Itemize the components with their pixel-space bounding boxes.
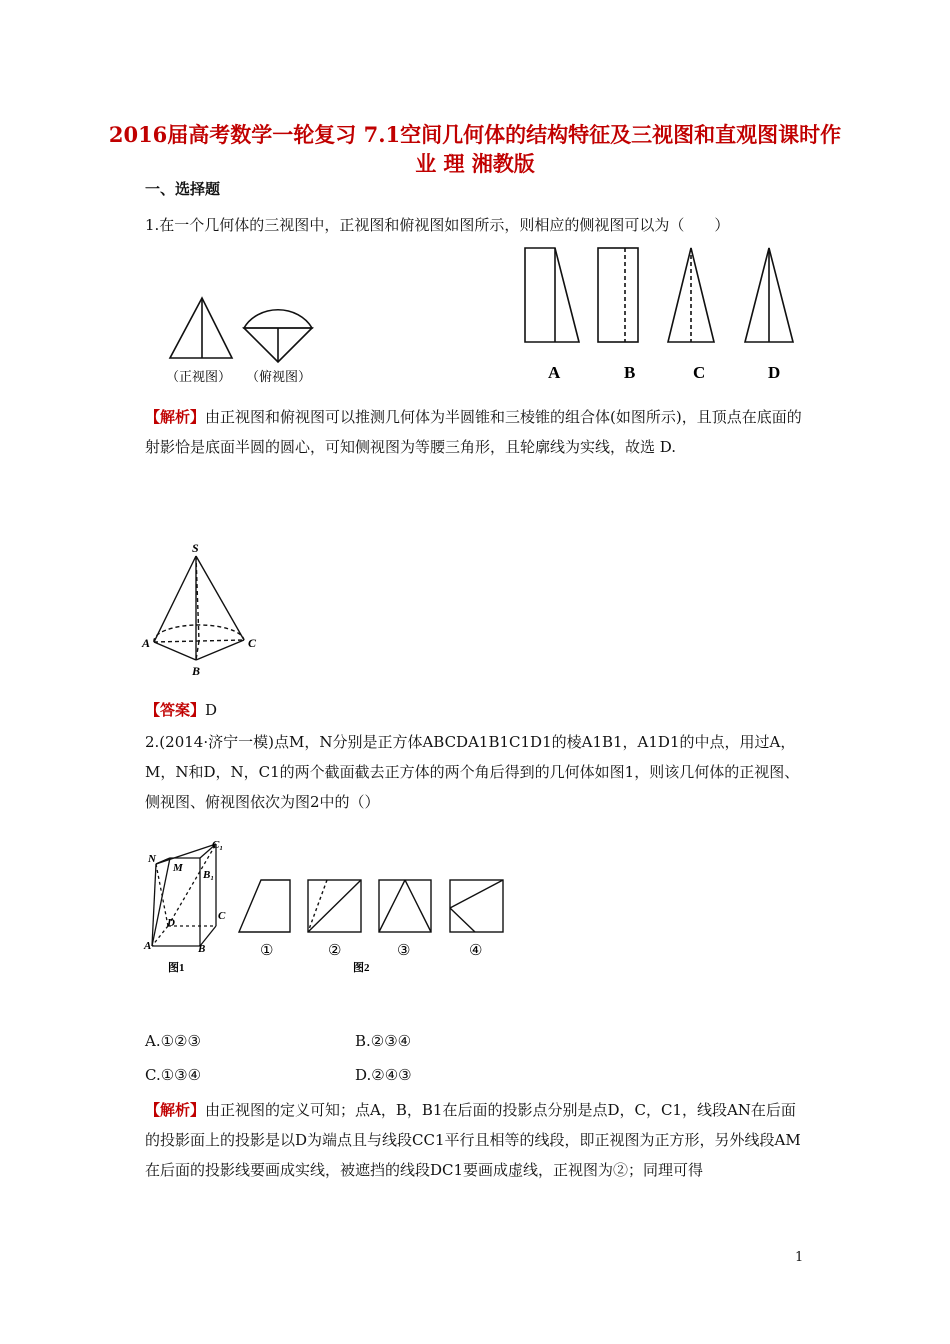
q2-figure-1	[140, 838, 240, 978]
vertex-s-label: S	[192, 541, 199, 555]
q2-figure-2	[235, 870, 515, 975]
option-b[interactable]: B.②③④	[355, 1032, 412, 1050]
vertex-b-label: B	[192, 664, 201, 678]
choice-a-label: A	[548, 363, 561, 382]
analysis-tag: 【解析】	[145, 1101, 206, 1119]
top-view-semicircle	[244, 310, 312, 328]
fig1-caption: 图1	[168, 962, 185, 974]
choice-b-label: B	[624, 363, 636, 382]
document-title: 2016届高考数学一轮复习 7.1空间几何体的结构特征及三视图和直观图课时作业 理 湘教版	[108, 122, 842, 176]
choice-a-shape	[525, 248, 579, 342]
fig1-label-d: D	[167, 917, 175, 929]
analysis-text: 由正视图和俯视图可以推测几何体为半圆锥和三棱锥的组合体(如图所示)，且顶点在底面的射影恰是底面半圆的圆心，可知侧视图为等腰三角形，且轮廓线为实线，故选 D.	[145, 408, 802, 456]
analysis-tag: 【解析】	[145, 408, 206, 426]
option-c[interactable]: C.①③④	[145, 1066, 202, 1084]
view-4-label: ④	[469, 943, 483, 959]
choice-c-label: C	[693, 363, 706, 382]
choice-b-shape	[598, 248, 638, 342]
q2-stem: 2.(2014·济宁一模)点M，N分别是正方体ABCDA1B1C1D1的棱A1B1，A1D1的中点，用过A，M，N和D，N，C1的两个截面截去正方体的两个角后得到的几何体如图1，则该几何体的正视图、侧视图、俯视图依次为图2中的（）	[145, 733, 800, 811]
fig1-label-a: A	[144, 940, 152, 952]
option-d[interactable]: D.②④③	[355, 1066, 412, 1084]
vertex-a-label: A	[142, 636, 151, 650]
vertex-c-label: C	[248, 636, 257, 650]
answer-value: D	[205, 701, 218, 719]
view-3-shape	[379, 880, 431, 932]
q1-answer	[145, 695, 810, 725]
analysis-text: 由正视图的定义可知；点A，B，B1在后面的投影点分别是点D，C，C1，线段AN在后面的投影面上的投影是以D为端点且与线段CC1平行且相等的线段，即正视图为正方形，另外线段AM在后面的投影线要画成实线，被遮挡的线段DC1要画成虚线，正视图为②；同理可得	[145, 1101, 801, 1179]
q1-front-top-views	[160, 290, 330, 390]
fig1-label-b: B	[198, 943, 206, 955]
q1-analysis	[145, 402, 810, 462]
view-1-shape	[239, 880, 290, 932]
fig1-label-c: C	[218, 910, 226, 922]
q1-choice-views	[515, 240, 815, 390]
fig1-label-c1: C₁	[212, 839, 224, 851]
fig1-label-m: M	[173, 862, 183, 874]
fig2-caption: 图2	[353, 962, 370, 974]
view-4-shape	[450, 880, 503, 932]
view-2-label: ②	[328, 943, 342, 959]
view-3-label: ③	[397, 943, 411, 959]
q2-analysis	[145, 1095, 810, 1185]
answer-tag: 【答案】	[145, 701, 206, 719]
top-view-label: （俯视图）	[246, 369, 312, 384]
view-1-label: ①	[260, 943, 274, 959]
front-view-label: （正视图）	[166, 369, 232, 384]
q1-stem: 1.在一个几何体的三视图中，正视图和俯视图如图所示，则相应的侧视图可以为（ ）	[145, 216, 730, 234]
q1-solid-figure	[140, 540, 270, 680]
page-number: 1	[795, 1250, 804, 1265]
fig1-label-n: N	[148, 853, 156, 865]
fig1-label-b1: B₁	[203, 869, 215, 881]
front-view-triangle	[170, 298, 232, 358]
section-heading: 一、选择题	[145, 180, 221, 198]
choice-d-label: D	[768, 363, 781, 382]
option-a[interactable]: A.①②③	[145, 1032, 201, 1050]
